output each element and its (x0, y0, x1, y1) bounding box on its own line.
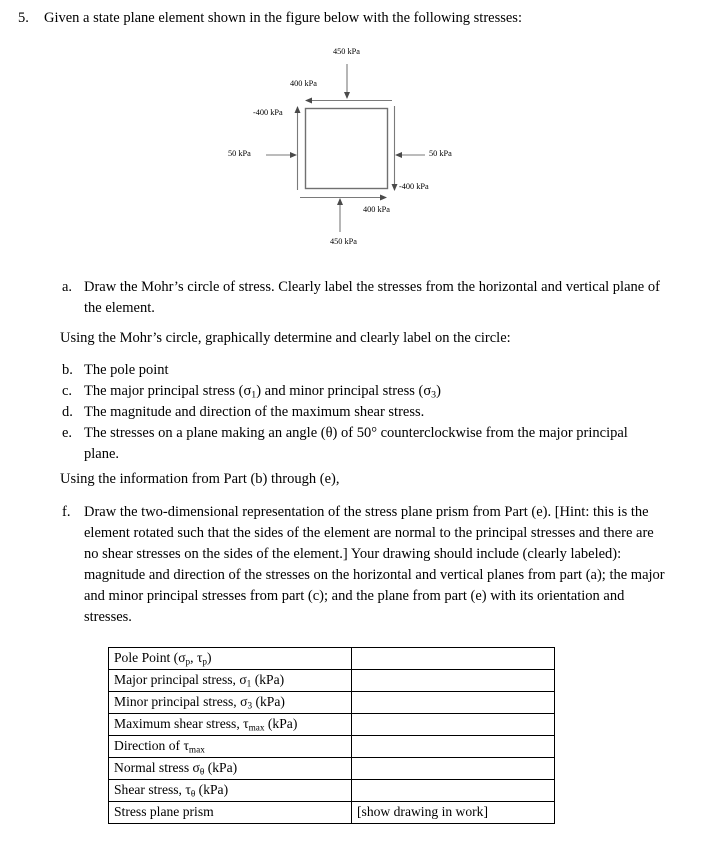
part-c-sub-3: 3 (431, 389, 437, 401)
stress-element-drawing (0, 40, 707, 265)
label-pre: Normal stress σ (114, 760, 200, 775)
row-label-stress-plane-prism: Stress plane prism (109, 802, 352, 824)
label-sub-a: θ (190, 788, 196, 799)
label-pre: Major principal stress, σ (114, 672, 247, 687)
row-value-major-principal-stress[interactable] (352, 670, 555, 692)
label-mid: (kPa) (252, 694, 285, 709)
label-sub-a: p (185, 656, 191, 667)
part-e-marker: e. (62, 425, 73, 441)
part-f-text: Draw the two-dimensional representation of the stress plane prism from Part (e). [Hint: this is the element rotated such that the sides of the element are normal to the principal stresses and there are no shear stresses on the sides of the element.] Your drawing should include (clearly labeled): magnitude and direction of the stresses on the horizontal and vertical planes from part (a); the major and minor principal stresses from part (c); and the plane from part (e) with its orientation and stresses. (84, 504, 665, 625)
part-b-marker: b. (62, 362, 73, 378)
part-a-text: Draw the Mohr’s circle of stress. Clearly label the stresses from the horizontal and vertical plane of the element. (84, 279, 660, 316)
table-row (109, 758, 555, 780)
row-value-normal-stress-theta[interactable] (352, 758, 555, 780)
label-pre: Shear stress, τ (114, 782, 191, 797)
part-c-text-post: ) (436, 383, 441, 399)
label-pre: Pole Point (σ (114, 650, 186, 665)
question-number: 5. (18, 10, 29, 26)
label-bottom-shear: 400 kPa (363, 205, 390, 214)
label-pre: Maximum shear stress, τ (114, 716, 249, 731)
table-row (109, 802, 555, 824)
label-left-shear: -400 kPa (253, 108, 283, 117)
row-label-major-principal-stress (109, 670, 352, 692)
table-row (109, 648, 555, 670)
label-right-shear: -400 kPa (399, 182, 429, 191)
label-top-shear: 400 kPa (290, 79, 317, 88)
label-mid: (kPa) (251, 672, 285, 687)
label-left-normal: 50 kPa (228, 149, 251, 158)
part-a-marker: a. (62, 279, 73, 295)
part-c-text (84, 381, 662, 402)
part-c-marker: c. (62, 383, 73, 399)
element-square (306, 109, 388, 189)
part-d-marker: d. (62, 404, 73, 420)
question-heading (18, 8, 688, 28)
row-label-minor-principal-stress (109, 692, 352, 714)
label-sub-a: max (248, 722, 265, 733)
row-value-maximum-shear-stress[interactable] (352, 714, 555, 736)
list-item-c (62, 381, 662, 402)
row-label-direction-of-tau-max (109, 736, 352, 758)
question-prompt: Given a state plane element shown in the figure below with the following stresses: (44, 10, 522, 26)
table-row (109, 670, 555, 692)
list-item-e (62, 423, 666, 465)
row-label-shear-stress-theta (109, 780, 352, 802)
label-mid: (kPa) (195, 782, 229, 797)
row-value-pole-point[interactable] (352, 648, 555, 670)
intro-mohr-circle: Using the Mohr’s circle, graphically determine and clearly label on the circle: (60, 330, 511, 346)
label-top-normal: 450 kPa (333, 47, 360, 56)
label-mid: (kPa) (264, 716, 298, 731)
list-item-d (62, 402, 662, 423)
part-c-text-pre: The major principal stress (σ (84, 383, 252, 399)
label-sub-a: max (188, 744, 205, 755)
label-right-normal: 50 kPa (429, 149, 452, 158)
answer-table-body (109, 648, 555, 824)
part-e-text: The stresses on a plane making an angle (θ) of 50° counterclockwise from the major principal plane. (84, 425, 628, 462)
table-row (109, 692, 555, 714)
row-label-maximum-shear-stress (109, 714, 352, 736)
table-row (109, 780, 555, 802)
list-item-a (62, 277, 662, 319)
label-post: ) (207, 650, 212, 665)
part-c-sub-1: 1 (251, 389, 257, 401)
part-d-text: The magnitude and direction of the maximum shear stress. (84, 404, 425, 420)
row-value-minor-principal-stress[interactable] (352, 692, 555, 714)
label-pre: Minor principal stress, σ (114, 694, 248, 709)
table-row (109, 714, 555, 736)
label-bottom-normal: 450 kPa (330, 237, 357, 246)
label-pre: Direction of τ (114, 738, 189, 753)
stress-element-figure (0, 40, 707, 265)
row-value-direction-of-tau-max[interactable] (352, 736, 555, 758)
table-row (109, 736, 555, 758)
part-f-marker: f. (62, 504, 71, 520)
label-sub-a: 1 (246, 678, 252, 689)
intro-part-b-through-e: Using the information from Part (b) through (e), (60, 471, 340, 487)
label-sub-b: p (202, 656, 208, 667)
list-item-b (62, 360, 662, 381)
label-sub-a: θ (199, 766, 205, 777)
row-label-normal-stress-theta (109, 758, 352, 780)
label-mid: , τ (190, 650, 203, 665)
answer-table (108, 647, 555, 824)
row-label-pole-point (109, 648, 352, 670)
part-b-text: The pole point (84, 362, 169, 378)
label-mid: (kPa) (204, 760, 238, 775)
row-value-shear-stress-theta[interactable] (352, 780, 555, 802)
list-item-f (62, 502, 669, 628)
label-sub-a: 3 (247, 700, 253, 711)
row-value-stress-plane-prism[interactable]: [show drawing in work] (352, 802, 555, 824)
part-c-text-mid: ) and minor principal stress (σ (256, 383, 432, 399)
